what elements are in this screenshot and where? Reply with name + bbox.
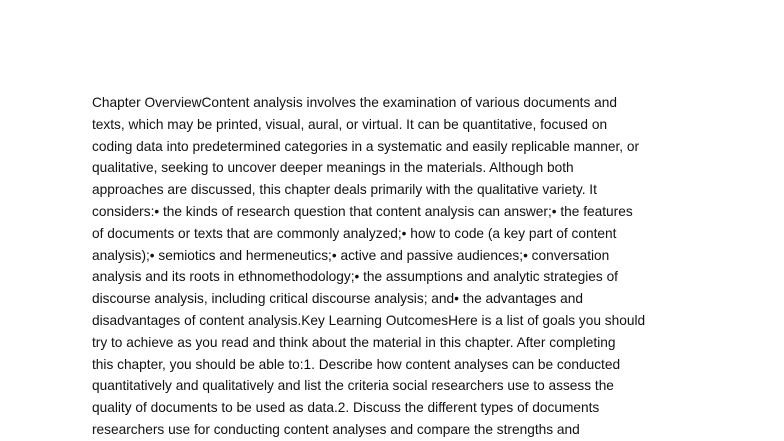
text-line-3: coding data into predetermined categories in a systematic and easily replicable manner, or [92, 138, 640, 154]
text-line-9: analysis and its roots in ethnomethodology;• the assumptions and analytic strategies of [92, 269, 618, 285]
text-line-8: analysis);• semiotics and hermeneutics;• active and passive audiences;• conversation [92, 247, 610, 263]
text-line-6: considers:• the kinds of research question that content analysis can answer;• the features [92, 203, 633, 219]
text-line-7: of documents or texts that are commonly analyzed;• how to code (a key part of content [92, 225, 617, 241]
text-line-2: texts, which may be printed, visual, aural, or virtual. It can be quantitative, focused on [92, 116, 608, 132]
text-line-13: this chapter, you should be able to:1. Describe how content analyses can be conducted [92, 356, 621, 372]
text-line-15: quality of documents to be used as data.2. Discuss the different types of documents [92, 400, 600, 416]
text-line-5: approaches are discussed, this chapter deals primarily with the qualitative variety. It [92, 182, 597, 198]
text-line-1: Chapter OverviewContent analysis involves the examination of various documents and [92, 95, 617, 110]
body-text [92, 92, 702, 441]
text-line-11: disadvantages of content analysis.Key Learning OutcomesHere is a list of goals you should [92, 312, 646, 328]
text-line-4: qualitative, seeking to uncover deeper meanings in the materials. Although both [92, 160, 574, 176]
text-line-16: researchers use for conducting content analyses and compare the strengths and [92, 421, 580, 437]
text-line-12: try to achieve as you read and think about the material in this chapter. After completing [92, 334, 616, 350]
text-line-14: quantitatively and qualitatively and list the criteria social researchers use to assess the [92, 378, 614, 394]
text-line-10: discourse analysis, including critical discourse analysis; and• the advantages and [92, 291, 583, 307]
